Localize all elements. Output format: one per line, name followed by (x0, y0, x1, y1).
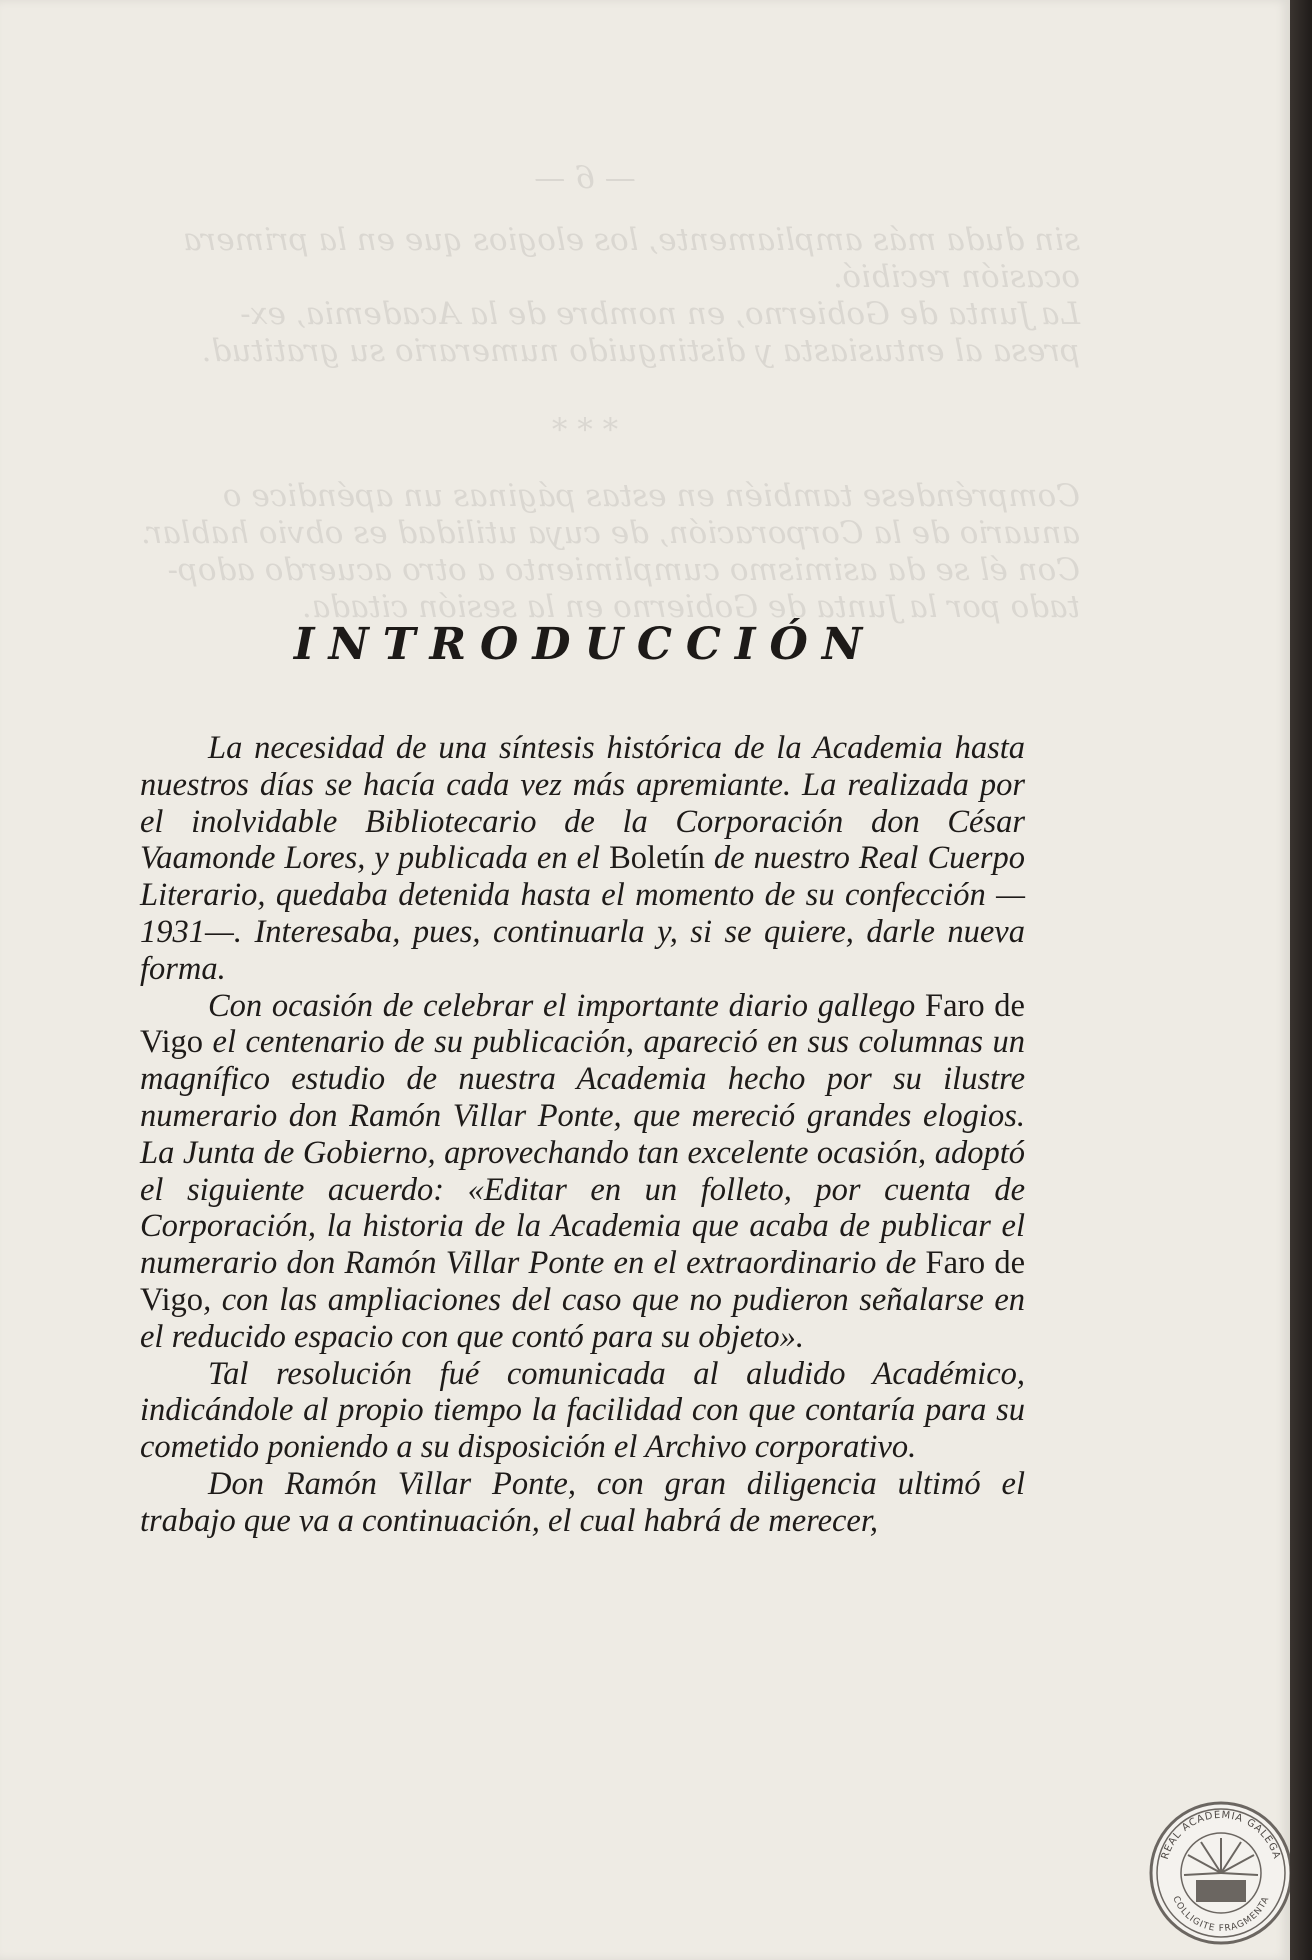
bleed-through-line: presa al entusiasta y distinguido numerario su gratitud. (201, 333, 1080, 369)
paragraph (140, 730, 1025, 988)
text-run: el centenario de su publicación, apareció en sus columnas un magnífico estudio de nuestra Academia hecho por su ilustre numerario don Ramón Villar Ponte, que mereció grandes elogios. La Junta de Gobierno, aprovechando tan excelente ocasión, adoptó el siguiente acuerdo: «Editar en un folleto, por cuenta de Corporación, la historia de la Academia que acaba de publicar el numerario don Ramón Villar Ponte en el extraordinario de (140, 1024, 1025, 1282)
text-run-roman: Faro de Vigo (140, 1245, 1025, 1318)
text-run-roman: Boletín (609, 840, 705, 877)
body-text (140, 730, 1025, 1540)
bleed-through-line: Compréndese también en estas páginas un apéndice o (222, 478, 1080, 514)
academy-seal-icon (1148, 1800, 1294, 1946)
seal-text-bottom: COLLIGITE FRAGMENTA (1170, 1894, 1272, 1935)
bleed-through-line: La Junta de Gobierno, en nombre de la Academia, ex- (240, 296, 1080, 332)
bleed-through-line: ocasión recibió. (833, 259, 1080, 295)
text-run: Tal resolución fué comunicada al aludido Académico, indicándole al propio tiempo la facilidad con que contaría para su cometido poniendo a su disposición el Archivo corporativo. (140, 1355, 1025, 1466)
bleed-through-line: Con él se da asimismo cumplimiento a otro acuerdo adop- (167, 552, 1080, 588)
bleed-through-line: tado por la Junta de Gobierno en la sesión citada. (301, 589, 1080, 625)
bleed-through-line: sin duda más ampliamente, los elogios que en la primera (182, 222, 1080, 258)
text-run: La necesidad de una síntesis histórica de la Academia hasta nuestros días se hacía cada vez más apremiante. La realizada por el inolvidable Bibliotecario de la Corporación don César Vaamonde Lores, y publicada en el (140, 730, 1025, 877)
paragraph (140, 988, 1025, 1356)
page-title: INTRODUCCIÓN (293, 619, 877, 671)
bleed-through-line: * * * (551, 412, 619, 448)
text-run: , con las ampliaciones del caso que no pudieron señalarse en el reducido espacio con que contó para su objeto». (140, 1281, 1025, 1355)
text-run-roman: Faro de Vigo (140, 987, 1025, 1061)
bleed-through-line: anuario de la Corporación, de cuya utilidad es obvio hablar. (141, 515, 1080, 551)
seal-text-top: REAL ACADEMIA GALEGA (1159, 1809, 1283, 1861)
bleed-through-page-number: — 6 — (534, 160, 636, 196)
paragraph (140, 1356, 1025, 1466)
paragraph (140, 1466, 1025, 1540)
text-run: Don Ramón Villar Ponte, con gran diligencia ultimó el trabajo que va a continuación, el cual habrá de merecer, (140, 1465, 1025, 1539)
text-run: Con ocasión de celebrar el importante diario gallego (208, 987, 925, 1024)
scan-background-edge (1290, 0, 1312, 1960)
text-run: de nuestro Real Cuerpo Literario, quedaba detenida hasta el momento de su confección —1931—. Interesaba, pues, continuarla y, si se quiere, darle nueva forma. (140, 840, 1025, 987)
